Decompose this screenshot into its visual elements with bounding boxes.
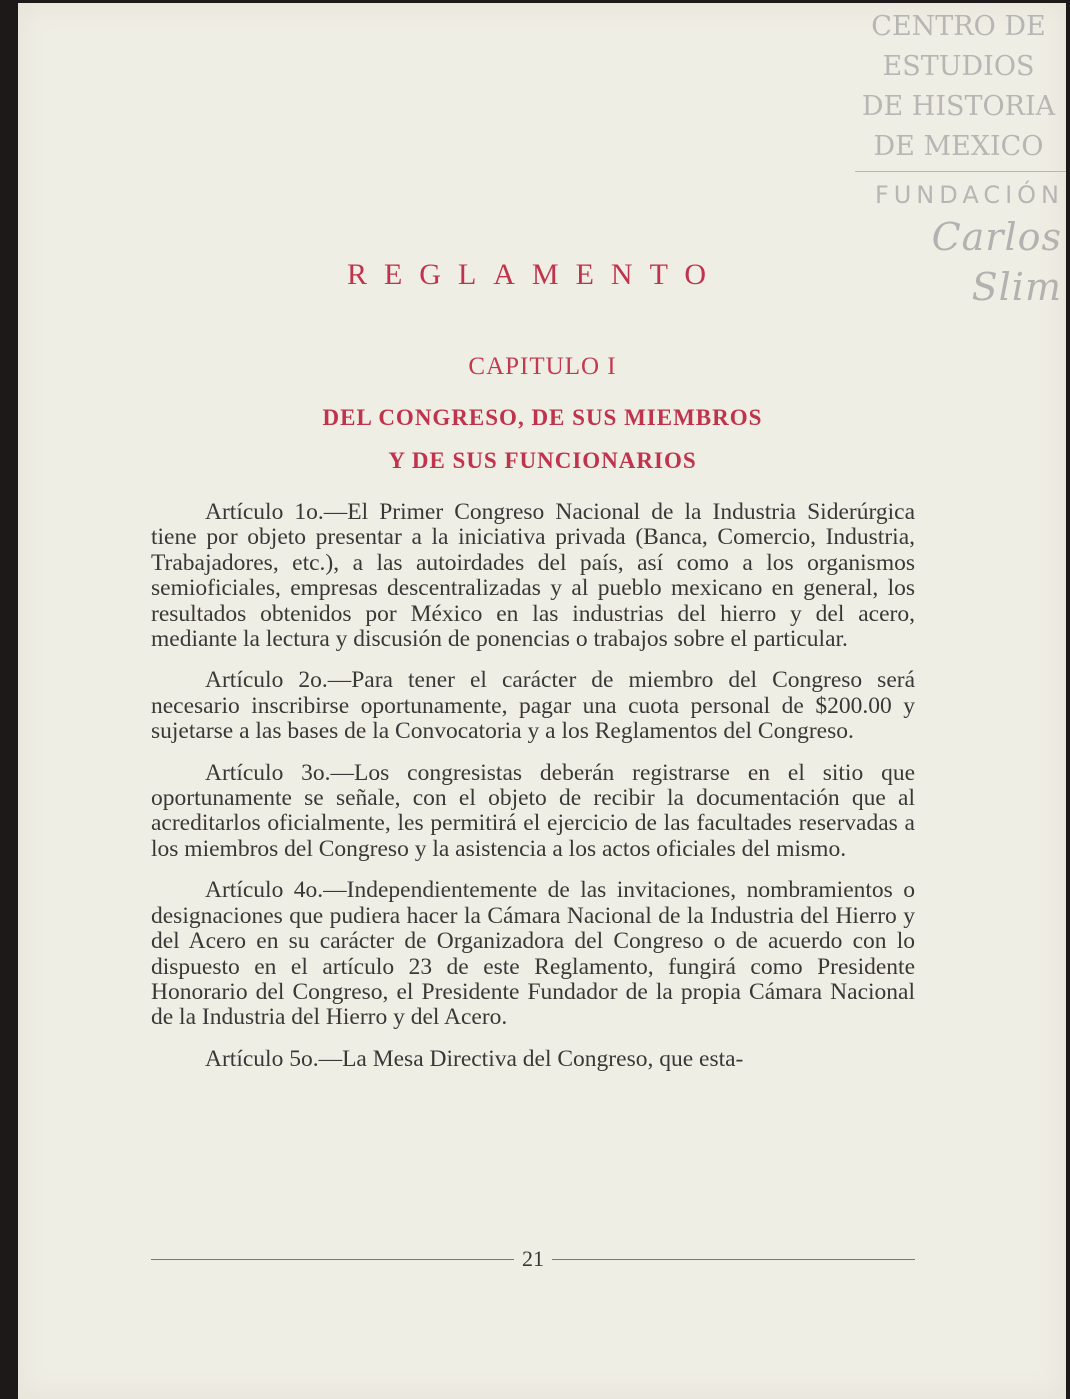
footer-rule-left (151, 1259, 514, 1260)
watermark-line: CENTRO DE (871, 11, 1046, 42)
section-heading-line-1: DEL CONGRESO, DE SUS MIEMBROS (322, 405, 763, 430)
document-title: REGLAMENTO (346, 258, 724, 291)
watermark-line: DE MEXICO (873, 131, 1044, 162)
article-3-paragraph: Artículo 3o.—Los congresistas deberán registrarse en el sitio que oportunamente se señale, con el objeto de recibir la documentación que al acreditarlos oficialmente, les permitirá el ejercicio de las facultades reservadas a los miembros del Congreso y la asistencia a los actos oficiales del mismo. (151, 759, 915, 862)
article-1-paragraph: Artículo 1o.—El Primer Congreso Nacional de la Industria Siderúrgica tiene por objeto presentar a la iniciativa privada (Banca, Comercio, Industria, Trabajadores, etc.), a las autoirdades del país, así como a los organismos semioficiales, empresas descentralizadas y al pueblo mexicano en general, los resultados obtenidos por México en las industrias del hierro y del acero, mediante la lectura y discusión de ponencias o trabajos sobre el particular. (151, 499, 915, 653)
watermark-signature: Carlos Slim (931, 215, 1062, 309)
watermark-line: DE HISTORIA (861, 91, 1056, 122)
watermark-line: ESTUDIOS (882, 51, 1035, 82)
watermark-divider (855, 171, 1066, 172)
article-4-paragraph: Artículo 4o.—Independientemente de las invitaciones, nombramientos o designaciones que pudiera hacer la Cámara Nacional de la Industria del Hierro y del Acero en su carácter de Organizadora del Congreso o de acuerdo con lo dispuesto en el artículo 23 de este Reglamento, fungirá como Presidente Honorario del Congreso, el Presidente Fundador de la propia Cámara Nacional de la Industria del Hierro y del Acero. (151, 877, 915, 1031)
watermark-foundation: FUNDACIÓN (874, 181, 1064, 209)
page-footer (151, 1246, 915, 1272)
page-number: 21 (522, 1246, 544, 1271)
section-heading-line-2: Y DE SUS FUNCIONARIOS (388, 448, 697, 473)
footer-rule-right (552, 1259, 915, 1260)
chapter-heading: CAPITULO I (468, 353, 617, 380)
article-2-paragraph: Artículo 2o.—Para tener el carácter de miembro del Congreso será necesario inscribirse oportunamente, pagar una cuota personal de $200.00 y sujetarse a las bases de la Convocatoria y a los Reglamentos del Congreso. (151, 667, 915, 745)
article-5-paragraph: Artículo 5o.—La Mesa Directiva del Congreso, que esta- (205, 1045, 744, 1072)
document-body (151, 500, 915, 1088)
